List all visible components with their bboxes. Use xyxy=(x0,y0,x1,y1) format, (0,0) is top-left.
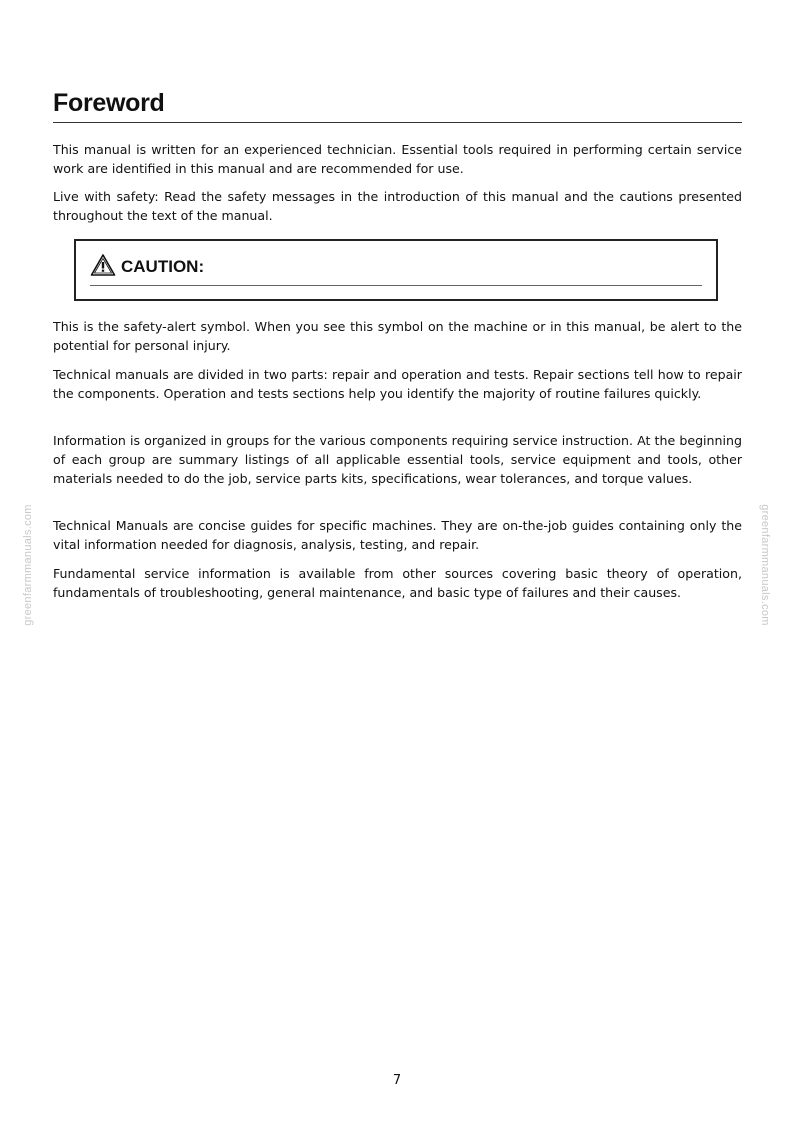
caution-box xyxy=(74,239,718,301)
paragraph-concise-guides: Technical Manuals are concise guides for specific machines. They are on-the-job guides containing only the vital information needed for diagnosis, analysis, testing, and repair. xyxy=(53,518,742,552)
paragraph-safety: Live with safety: Read the safety messages in the introduction of this manual and the cautions presented throughout the text of the manual. xyxy=(53,189,742,223)
page-number: 7 xyxy=(392,1073,402,1088)
paragraph-safety-alert: This is the safety-alert symbol. When you see this symbol on the machine or in this manual, be alert to the potential for personal injury. xyxy=(53,319,742,353)
caution-label: CAUTION: xyxy=(121,257,205,276)
caution-header xyxy=(90,253,204,281)
paragraph-intro: This manual is written for an experienced technician. Essential tools required in performing certain service work are identified in this manual and are recommended for use. xyxy=(53,142,742,176)
paragraph-organization: Information is organized in groups for the various components requiring service instruction. At the beginning of each group are summary listings of all applicable essential tools, service equipment and tools, other materials needed to do the job, service parts kits, specifications, wear tolerances, and torque values. xyxy=(53,433,742,486)
warning-triangle-icon xyxy=(90,253,116,281)
caution-divider xyxy=(90,285,702,286)
paragraph-manual-parts: Technical manuals are divided in two parts: repair and operation and tests. Repair sections tell how to repair the components. Operation and tests sections help you identify the majority of routine failures quickly. xyxy=(53,367,742,401)
watermark-right: greenfarmmanuals.com xyxy=(759,504,771,626)
watermark-left: greenfarmmanuals.com xyxy=(22,504,34,626)
paragraph-fundamentals: Fundamental service information is available from other sources covering basic theory of operation, fundamentals of troubleshooting, general maintenance, and basic type of failures and their causes. xyxy=(53,566,742,600)
page-title: Foreword xyxy=(53,86,742,123)
